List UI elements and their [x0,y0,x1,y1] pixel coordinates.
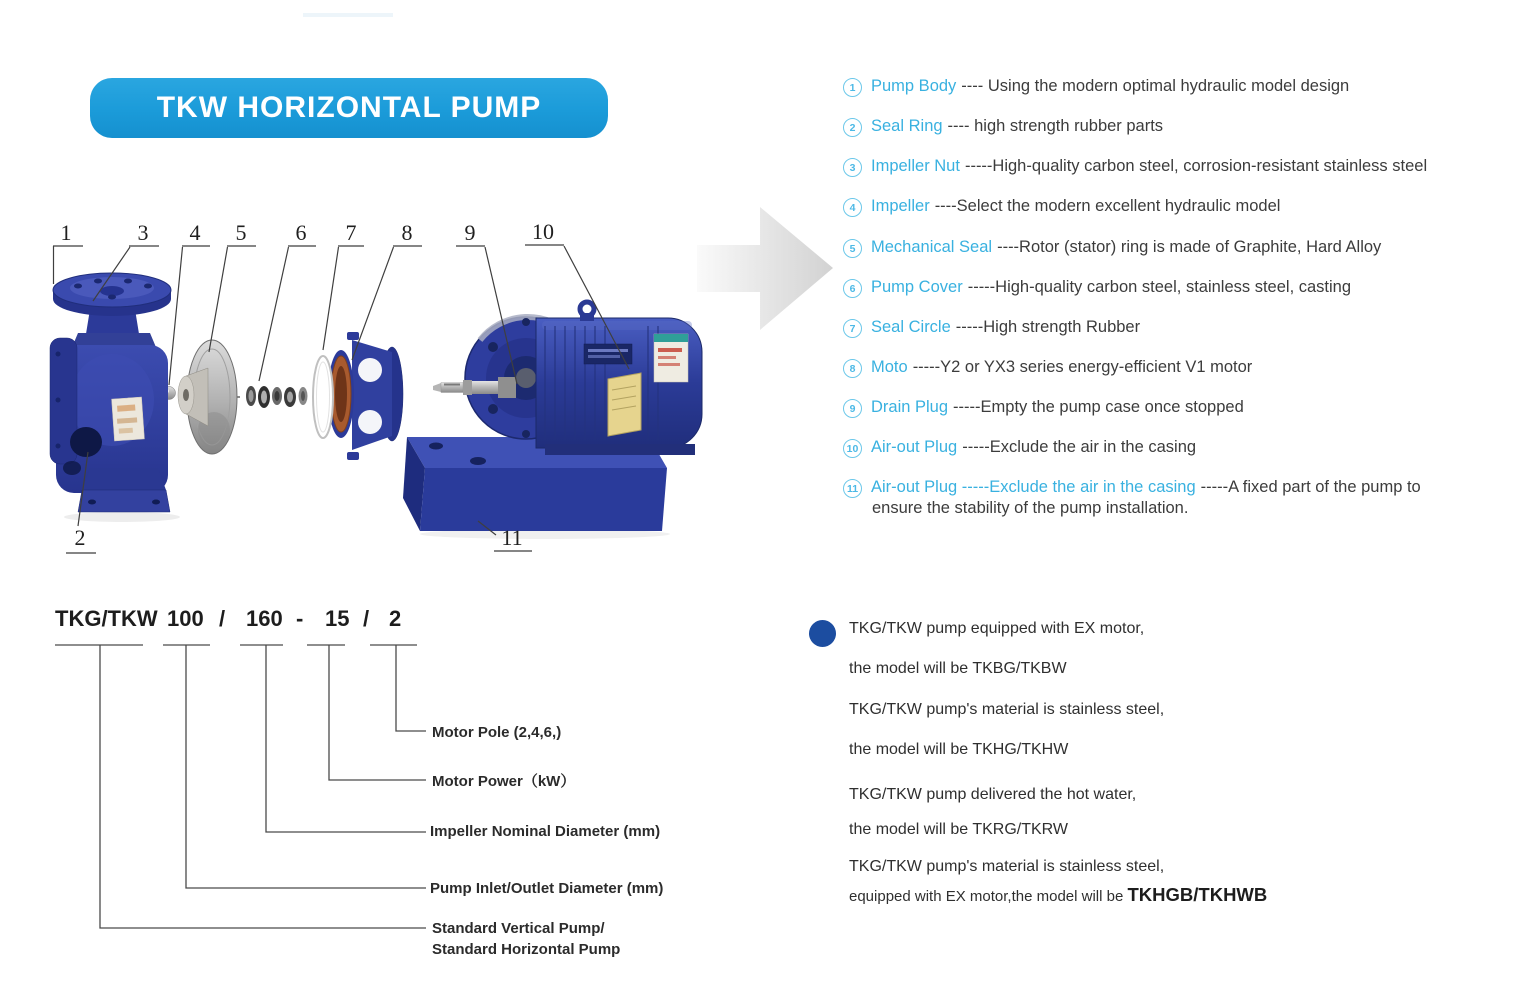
part-number-badge: 11 [843,479,862,498]
part-number-callout: 6 [295,220,307,245]
bullet-icon [809,620,836,647]
nameplate [608,373,641,436]
part-description-line2: ensure the stability of the pump installation. [872,499,1189,517]
body-sticker [112,397,145,441]
mechanical-seal-parts [232,386,308,408]
part-name: Mechanical Seal [871,238,993,256]
part-description: -----Empty the pump case once stopped [953,398,1244,416]
note-line: the model will be TKHG/TKHW [849,741,1069,758]
note-line: TKG/TKW pump's material is stainless steel, [849,701,1165,718]
part-number-badge: 2 [843,118,862,137]
part-name: Seal Circle [871,318,951,336]
model-separator: - [296,606,304,631]
part-number-badge: 5 [843,239,862,258]
note-line: the model will be TKBG/TKBW [849,660,1067,677]
part-number-callout: 1 [60,220,72,245]
note-line: TKG/TKW pump delivered the hot water, [849,786,1137,803]
part-description: -----High-quality carbon steel, stainless steel, casting [967,278,1352,296]
part-number-callout: 4 [189,220,201,245]
part-description: -----High-quality carbon steel, corrosion-resistant stainless steel [964,157,1428,175]
part-description: -----Exclude the air in the casing [962,438,1197,456]
model-separator: / [219,606,226,631]
part-number-callout: 2 [74,525,86,550]
note-last-model: TKHGB/TKHWB [1127,884,1268,905]
note-line: the model will be TKRG/TKRW [849,821,1069,838]
note-line: TKG/TKW pump equipped with EX motor, [849,620,1145,637]
note-last-prefix: equipped with EX motor,the model will be [849,888,1128,905]
part-name: Seal Ring [871,117,943,135]
label-pump-type-line2: Standard Horizontal Pump [432,941,621,958]
part-number-callout: 5 [235,220,247,245]
note-line-last [849,884,1267,906]
model-segment-impeller: 160 [246,606,283,631]
parts-list-item [843,478,1421,498]
parts-list-item [843,278,1351,298]
part-description: ----Select the modern excellent hydraulic model [934,197,1281,215]
model-code-lines [55,645,426,928]
parts-list-item [843,238,1381,258]
impeller [178,340,237,454]
part-number-callout: 9 [464,220,476,245]
part-description: -----High strength Rubber [955,318,1141,336]
part-number-badge: 6 [843,279,862,298]
part-name: Air-out Plug [871,438,958,456]
page-title: TKW HORIZONTAL PUMP [156,91,542,124]
parts-list-item [843,117,1163,137]
part-description: ---- high strength rubber parts [947,117,1164,135]
part-number-badge: 4 [843,198,862,217]
model-separator: / [363,606,370,631]
model-segment-power: 15 [325,606,350,631]
label-inlet-outlet-diameter: Pump Inlet/Outlet Diameter (mm) [430,880,664,897]
part-name: Impeller Nut [871,157,960,175]
model-segment-series: TKG/TKW [55,606,158,631]
part-number-badge: 10 [843,439,862,458]
pump-body [50,273,171,512]
label-impeller-diameter: Impeller Nominal Diameter (mm) [430,823,661,840]
part-name: Pump Body [871,77,957,95]
part-name: Impeller [871,197,930,215]
parts-list-item [843,358,1252,378]
part-number-badge: 3 [843,158,862,177]
parts-list-item [843,438,1196,458]
right-arrow-icon [697,207,833,330]
part-number-callout: 3 [137,220,149,245]
label-motor-pole: Motor Pole (2,4,6,) [432,724,562,741]
part-description: -----Y2 or YX3 series energy-efficient V1 motor [912,358,1253,376]
model-segment-pole: 2 [389,606,402,631]
part-number-badge: 8 [843,359,862,378]
part-number-badge: 1 [843,78,862,97]
part-number-badge: 9 [843,399,862,418]
parts-list-item [843,318,1140,338]
part-description: ----Rotor (stator) ring is made of Graphite, Hard Alloy [997,238,1382,256]
part-number-callout: 7 [345,220,357,245]
label-pump-type-line1: Standard Vertical Pump/ [432,920,605,937]
parts-list-item [843,398,1244,418]
model-segment-inlet: 100 [167,606,204,631]
parts-list-item [843,197,1280,217]
part-name: Moto [871,358,908,376]
parts-list-item [843,157,1427,177]
note-line: TKG/TKW pump's material is stainless steel, [849,858,1165,875]
pump-cover [328,332,403,460]
part-number-callout: 8 [401,220,413,245]
seal-circle [313,356,333,438]
part-description: -----A fixed part of the pump to [1200,478,1421,496]
part-number-callout: 11 [501,525,523,550]
part-description: ---- Using the modern optimal hydraulic model design [961,77,1350,95]
part-number-callout: 10 [532,219,554,244]
part-name: Drain Plug [871,398,949,416]
part-name: Air-out Plug -----Exclude the air in the casing [871,478,1196,496]
parts-list-item [843,77,1349,97]
part-name: Pump Cover [871,278,963,296]
part-number-badge: 7 [843,319,862,338]
label-motor-power: Motor Power（kW） [432,773,576,790]
